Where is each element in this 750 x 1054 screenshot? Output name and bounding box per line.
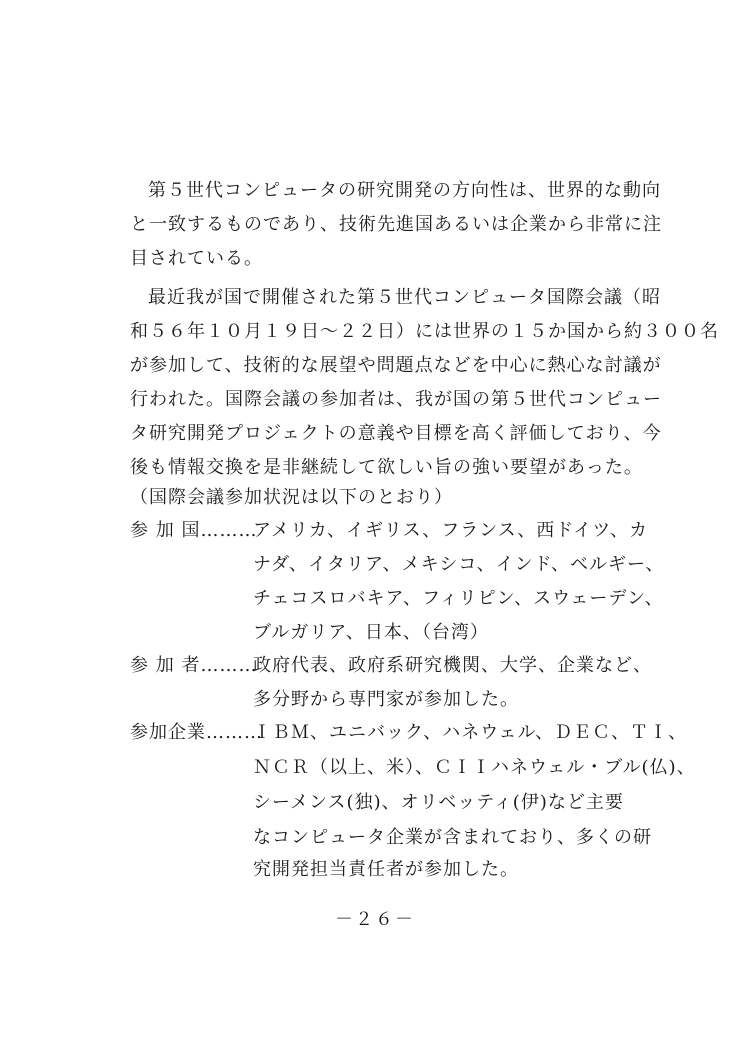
companies-line-5: 究開発担当責任者が参加した。 [253,859,519,880]
paragraph-2-line-1: 最近我が国で開催された第５世代コンピュータ国際会議（昭 [148,287,661,308]
companies-line-2: ＮＣＲ（以上、米）、ＣＩＩハネウェル・ブル(仏)、 [253,757,696,778]
paragraph-2-line-3: が参加して、技術的な展望や問題点などを中心に熱心な討議が [130,355,662,376]
paragraph-2-line-2: 和５６年１０月１９日～２２日）には世界の１５か国から約３００名 [130,321,719,342]
paragraph-2-line-5: タ研究開発プロジェクトの意義や目標を高く評価しており、今 [130,423,662,444]
companies-line-3: シーメンス(独)、オリベッティ(伊)など主要 [253,792,624,813]
companies-label: 参加企業……… [130,722,263,743]
paragraph-2-line-6: 後も情報交換を是非継続して欲しい旨の強い要望があった。 [130,457,643,478]
countries-line-4: ブルガリア、日本、（台湾） [253,622,489,643]
paragraph-1-line-1: 第５世代コンピュータの研究開発の方向性は、世界的な動向 [148,180,661,201]
paragraph-2-line-4: 行われた。国際会議の参加者は、我が国の第５世代コンピュー [130,389,662,410]
participants-line-2: 多分野から専門家が参加した。 [253,689,519,710]
page-number: －２６－ [335,909,415,930]
participants-line-1: 政府代表、政府系研究機関、大学、企業など、 [253,655,652,676]
countries-line-2: ナダ、イタリア、メキシコ、インド、ベルギー、 [253,554,665,575]
countries-line-1: アメリカ、イギリス、フランス、西ドイツ、カ [253,520,649,541]
companies-line-1: ＩＢＭ、ユニバック、ハネウェル、ＤＥＣ、ＴＩ、 [253,722,688,743]
countries-line-3: チェコスロバキア、フィリピン、スウェーデン、 [253,588,664,609]
paragraph-2-line-7: （国際会議参加状況は以下のとおり） [130,487,453,508]
countries-label: 参 加 国……… [130,520,258,541]
participants-label: 参 加 者……… [130,655,258,676]
companies-line-4: なコンピュータ企業が含まれており、多くの研 [253,827,652,848]
paragraph-1-line-2: と一致するものであり、技術先進国あるいは企業から非常に注 [130,214,662,235]
paragraph-1-line-3: 目されている。 [130,248,263,269]
